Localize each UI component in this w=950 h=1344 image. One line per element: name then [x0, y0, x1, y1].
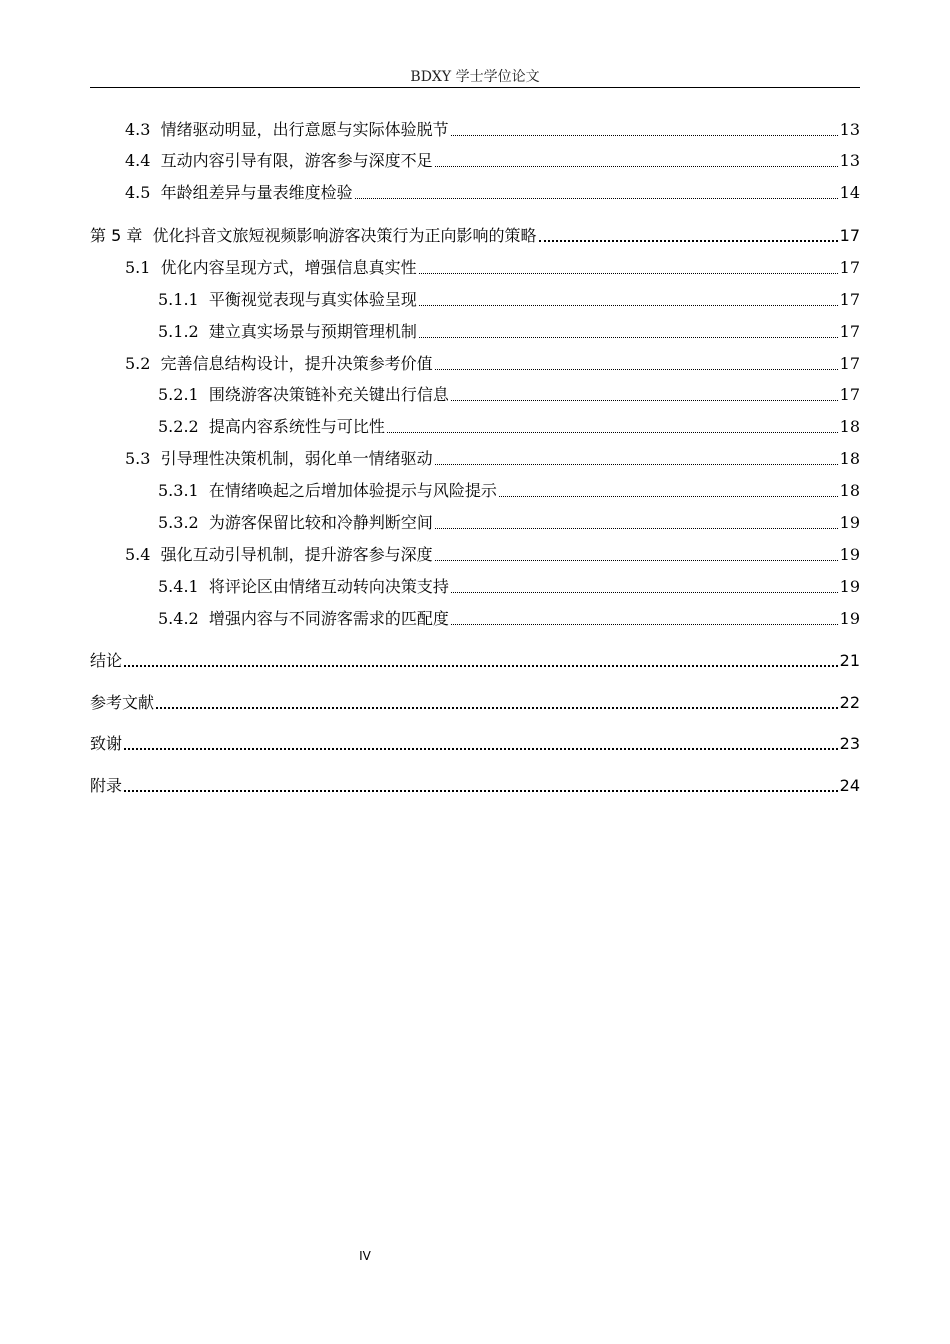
toc-entry-title: 强化互动引导机制，提升游客参与深度: [160, 545, 433, 564]
toc-entry-title: 年龄组差异与量表维度检验: [160, 183, 353, 202]
toc-entry[interactable]: [125, 448, 860, 470]
toc-entry-title: 为游客保留比较和冷静判断空间: [208, 513, 433, 532]
toc-entry-page: 17: [839, 226, 860, 245]
dot-leader: [435, 166, 838, 167]
dot-leader: [124, 748, 838, 750]
dot-leader: [419, 337, 838, 338]
toc-entry[interactable]: [125, 182, 860, 204]
toc-entry-title: 建立真实场景与预期管理机制: [208, 322, 417, 341]
toc-entry[interactable]: [125, 353, 860, 375]
running-header: BDXY 学士学位论文: [410, 69, 540, 85]
toc-entry-number: 5.4.2: [158, 609, 199, 628]
dot-leader: [435, 369, 838, 370]
toc-entry-page: 17: [839, 290, 860, 309]
toc-entry-number: 5.3.1: [158, 481, 199, 500]
page-number: IV: [359, 1249, 371, 1263]
toc-entry-title: 附录: [90, 776, 123, 795]
toc-entry-page: 17: [839, 354, 860, 373]
toc-entry-title: 在情绪唤起之后增加体验提示与风险提示: [208, 481, 497, 500]
toc-entry-page: 23: [839, 734, 860, 753]
toc-entry[interactable]: [90, 733, 860, 755]
dot-leader: [387, 432, 838, 433]
toc-entry-page: 21: [839, 651, 860, 670]
dot-leader: [499, 496, 838, 497]
toc-entry-number: 4.5: [125, 183, 151, 202]
dot-leader: [419, 273, 838, 274]
toc-entry-number: 4.4: [125, 151, 151, 170]
toc-entry[interactable]: [158, 416, 860, 438]
toc-entry-page: 19: [839, 513, 860, 532]
toc-entry-page: 18: [839, 417, 860, 436]
dot-leader: [451, 624, 838, 625]
toc-entry-title: 增强内容与不同游客需求的匹配度: [208, 609, 449, 628]
toc-entry-page: 17: [839, 258, 860, 277]
dot-leader: [451, 592, 838, 593]
header-rule: [90, 87, 860, 88]
toc-entry-page: 13: [839, 120, 860, 139]
toc-entry-number: 5.2: [125, 354, 151, 373]
dot-leader: [156, 707, 838, 709]
toc-entry-title: 围绕游客决策链补充关键出行信息: [208, 385, 449, 404]
toc-entry-number: 5.2.2: [158, 417, 199, 436]
toc-entry-page: 19: [839, 545, 860, 564]
toc-entry-title: 情绪驱动明显，出行意愿与实际体验脱节: [160, 120, 449, 139]
toc-entry-title: 平衡视觉表现与真实体验呈现: [208, 290, 417, 309]
dot-leader: [419, 305, 838, 306]
toc-entry-number: 5.1.2: [158, 322, 199, 341]
toc-entry[interactable]: [90, 650, 860, 672]
toc-entry[interactable]: [158, 608, 860, 630]
toc-entry[interactable]: [90, 775, 860, 797]
dot-leader: [435, 528, 838, 529]
toc-entry[interactable]: [158, 480, 860, 502]
dot-leader: [451, 400, 838, 401]
toc-entry-title: 结论: [90, 651, 123, 670]
dot-leader: [124, 790, 838, 792]
toc-entry-page: 19: [839, 577, 860, 596]
toc-entry-title: 完善信息结构设计，提升决策参考价值: [160, 354, 433, 373]
toc-entry-number: 第 5 章: [90, 226, 143, 245]
toc-entry-page: 18: [839, 481, 860, 500]
dot-leader: [435, 464, 838, 465]
toc-entry-page: 19: [839, 609, 860, 628]
dot-leader: [124, 665, 838, 667]
toc-entry[interactable]: [158, 512, 860, 534]
toc-entry[interactable]: [158, 576, 860, 598]
toc-entry[interactable]: [158, 289, 860, 311]
toc-entry-title: 致谢: [90, 734, 123, 753]
toc-entry-number: 4.3: [125, 120, 151, 139]
toc-entry-title: 将评论区由情绪互动转向决策支持: [208, 577, 449, 596]
toc-entry-page: 22: [839, 693, 860, 712]
toc-entry-page: 24: [839, 776, 860, 795]
toc-entry-number: 5.1.1: [158, 290, 199, 309]
toc-entry[interactable]: [158, 384, 860, 406]
toc-entry[interactable]: [125, 257, 860, 279]
toc-entry[interactable]: [125, 119, 860, 141]
toc-entry[interactable]: [90, 225, 860, 247]
dot-leader: [539, 240, 838, 242]
dot-leader: [451, 135, 838, 136]
toc-entry[interactable]: [90, 692, 860, 714]
toc-entry-title: 互动内容引导有限，游客参与深度不足: [160, 151, 433, 170]
toc-entry-title: 提高内容系统性与可比性: [208, 417, 385, 436]
dot-leader: [435, 560, 838, 561]
toc-entry-number: 5.4: [125, 545, 151, 564]
toc-entry-number: 5.3.2: [158, 513, 199, 532]
toc-entry-number: 5.1: [125, 258, 151, 277]
dot-leader: [355, 198, 838, 199]
toc-entry[interactable]: [125, 544, 860, 566]
toc-entry[interactable]: [158, 321, 860, 343]
toc-entry-page: 17: [839, 385, 860, 404]
toc-entry-number: 5.3: [125, 449, 151, 468]
toc-entry-title: 参考文献: [90, 693, 155, 712]
toc-entry-title: 引导理性决策机制，弱化单一情绪驱动: [160, 449, 433, 468]
toc-entry-number: 5.2.1: [158, 385, 199, 404]
toc-entry-number: 5.4.1: [158, 577, 199, 596]
toc-entry-title: 优化抖音文旅短视频影响游客决策行为正向影响的策略: [152, 226, 537, 245]
toc-entry-page: 14: [839, 183, 860, 202]
toc-entry-page: 18: [839, 449, 860, 468]
toc-entry-title: 优化内容呈现方式，增强信息真实性: [160, 258, 417, 277]
toc-entry[interactable]: [125, 150, 860, 172]
toc-entry-page: 17: [839, 322, 860, 341]
toc-entry-page: 13: [839, 151, 860, 170]
